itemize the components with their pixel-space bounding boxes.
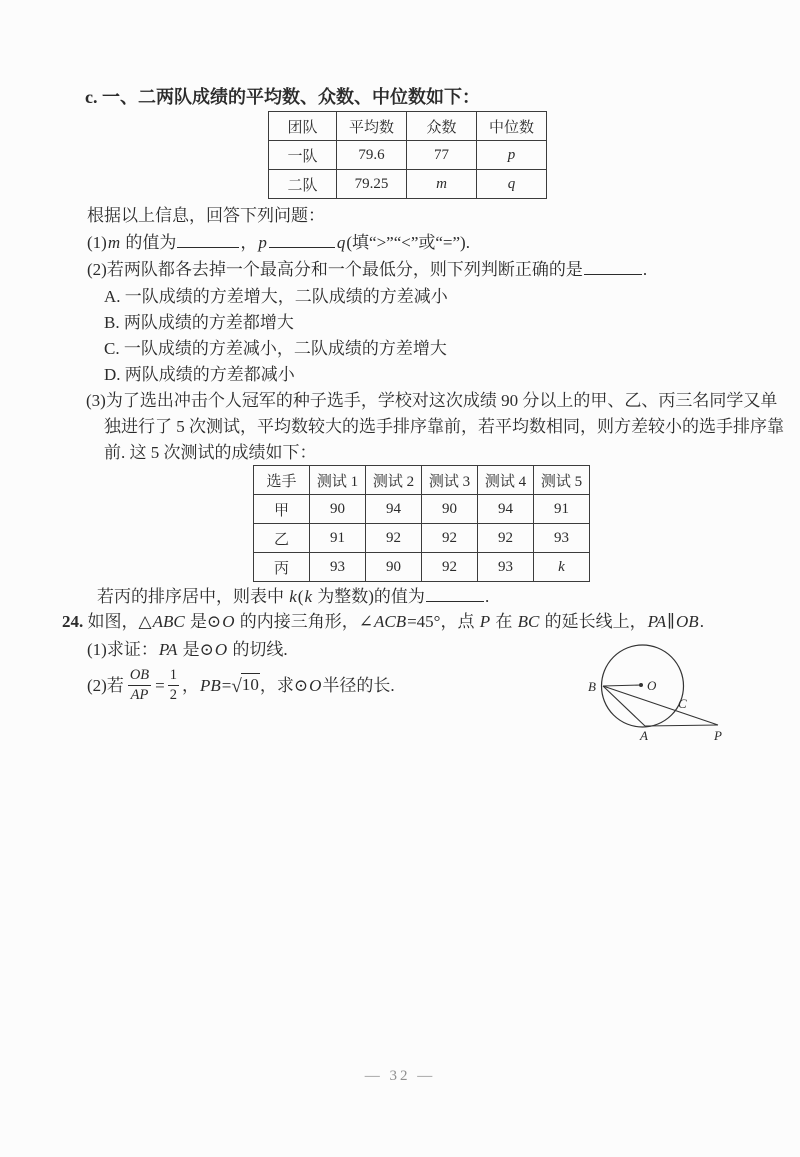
- text-run: PB: [200, 676, 221, 695]
- table-cell: 92: [366, 524, 422, 553]
- text-run: 若丙的排序居中，则表中: [97, 587, 289, 606]
- text-run: O: [309, 676, 322, 695]
- column-header: 测试 2: [366, 466, 422, 495]
- column-header: 测试 5: [534, 466, 590, 495]
- text-run: 是⊙: [178, 640, 214, 659]
- table-cell: 91: [534, 495, 590, 524]
- text-run: 是⊙: [185, 612, 222, 631]
- center-o-dot: [639, 683, 643, 687]
- fraction: $\frac{OB}{AP}$: [129, 666, 150, 703]
- table-row: [254, 524, 590, 553]
- info-line: [87, 205, 325, 227]
- table-cell: 90: [366, 553, 422, 582]
- text-run: .: [699, 612, 704, 631]
- column-header: 众数: [407, 112, 477, 141]
- table-cell: 二队: [269, 170, 337, 199]
- table-cell: 94: [478, 495, 534, 524]
- column-header: 测试 4: [478, 466, 534, 495]
- table-cell: 92: [478, 524, 534, 553]
- text-run: 如图，△: [83, 612, 152, 631]
- table-cell: p: [477, 141, 547, 170]
- text-run: =: [221, 676, 232, 695]
- table-cell: q: [477, 170, 547, 199]
- square-root: √10: [231, 675, 259, 697]
- text-run: c. 一、二两队成绩的平均数、众数、中位数如下：: [85, 87, 480, 107]
- table-cell: 91: [310, 524, 366, 553]
- table-cell: 一队: [269, 141, 337, 170]
- segment-bo: [603, 685, 641, 686]
- text-run: O: [222, 612, 235, 631]
- table-cell: 92: [422, 524, 478, 553]
- text-run: 24.: [62, 612, 84, 631]
- column-header: 测试 3: [422, 466, 478, 495]
- table-cell: m: [407, 170, 477, 199]
- text-run: B. 两队成绩的方差都增大: [104, 313, 294, 332]
- column-header: 平均数: [337, 112, 407, 141]
- text-run: 半径的长.: [322, 676, 395, 695]
- question-3-line-2: [104, 416, 784, 438]
- text-run: .: [642, 260, 648, 279]
- point-label-c: C: [678, 696, 687, 711]
- text-run: .: [484, 587, 490, 606]
- table-row: [254, 495, 590, 524]
- table-cell: 90: [310, 495, 366, 524]
- text-run: ∥: [667, 612, 676, 631]
- point-label-b: B: [588, 679, 596, 694]
- question-24-part2: [87, 668, 395, 704]
- statement-line-c: [85, 85, 480, 109]
- scores-table: [253, 465, 590, 582]
- table-cell: 93: [310, 553, 366, 582]
- text-run: 的切线.: [228, 640, 288, 659]
- table-cell: 94: [366, 495, 422, 524]
- table-row: [269, 141, 547, 170]
- text-run: 独进行了 5 次测试，平均数较大的选手排序靠前，若平均数相同，则方差较小的选手排序靠: [104, 417, 784, 436]
- column-header: 中位数: [477, 112, 547, 141]
- text-run: ，: [182, 676, 200, 695]
- table-cell: 79.6: [337, 141, 407, 170]
- question-24-part1: [87, 639, 288, 661]
- table-cell: 79.25: [337, 170, 407, 199]
- question-1-line: [87, 232, 470, 254]
- text-run: (1): [87, 233, 107, 252]
- table-cell: k: [534, 553, 590, 582]
- stats-table-header-row: [269, 112, 547, 141]
- stats-table: [268, 111, 547, 199]
- text-run: O: [214, 640, 228, 659]
- table-cell: 93: [478, 553, 534, 582]
- text-run: OB: [676, 612, 699, 631]
- text-run: =: [155, 676, 165, 695]
- segment-ba: [603, 686, 645, 726]
- point-label-o: O: [647, 678, 657, 693]
- table-row: [254, 553, 590, 582]
- page-number: — 32 —: [364, 1068, 436, 1084]
- option-a: [104, 286, 448, 308]
- point-label-p: P: [714, 728, 722, 743]
- column-header: 团队: [269, 112, 337, 141]
- text-run: (3)为了选出冲击个人冠军的种子选手，学校对这次成绩 90 分以上的甲、乙、丙三名同学又单: [86, 391, 778, 410]
- table-cell: 90: [422, 495, 478, 524]
- text-run: ACB: [373, 612, 407, 631]
- stats-table-body: [269, 141, 547, 199]
- answer-blank: [426, 586, 484, 602]
- text-run: =45°，点: [407, 612, 479, 631]
- segment-bp-through-c: [603, 686, 718, 725]
- text-run: 的延长线上，: [540, 612, 647, 631]
- text-run: (2)若: [87, 676, 124, 695]
- text-run: k: [289, 587, 297, 606]
- text-run: (2)若两队都各去掉一个最高分和一个最低分，则下列判断正确的是: [87, 260, 583, 279]
- text-run: BC: [517, 612, 540, 631]
- point-label-a: A: [640, 728, 648, 743]
- text-run: ABC: [152, 612, 185, 631]
- table-cell: 乙: [254, 524, 310, 553]
- text-run: q: [336, 233, 346, 252]
- text-run: p: [258, 233, 267, 252]
- scores-table-header-row: [254, 466, 590, 495]
- text-run: A. 一队成绩的方差增大，二队成绩的方差减小: [104, 287, 448, 306]
- text-run: ，: [240, 233, 258, 252]
- option-c: [104, 338, 447, 360]
- text-run: PA: [647, 612, 667, 631]
- table-cell: 77: [407, 141, 477, 170]
- scores-table-body: [254, 495, 590, 582]
- text-run: 的值为: [121, 233, 177, 252]
- answer-blank: [177, 232, 239, 248]
- text-run: (填“>”“<”或“=”).: [346, 233, 470, 252]
- text-run: (1)求证：: [87, 640, 158, 659]
- text-run: P: [479, 612, 491, 631]
- table-cell: 92: [422, 553, 478, 582]
- text-run: 根据以上信息，回答下列问题：: [87, 206, 325, 225]
- column-header: 测试 1: [310, 466, 366, 495]
- text-run: m: [107, 233, 121, 252]
- text-run: 为整数)的值为: [313, 587, 425, 606]
- text-run: 在: [491, 612, 517, 631]
- option-b: [104, 312, 294, 334]
- table-cell: 丙: [254, 553, 310, 582]
- fraction: $\frac{1}{2}$: [169, 666, 178, 703]
- question-3-line-1: [86, 390, 777, 412]
- table-cell: 甲: [254, 495, 310, 524]
- question-2-line: [87, 259, 647, 281]
- text-run: D. 两队成绩的方差都减小: [104, 365, 295, 384]
- answer-blank: [584, 259, 642, 275]
- text-run: ，求⊙: [259, 676, 309, 695]
- text-run: PA: [158, 640, 178, 659]
- answer-blank: [269, 232, 335, 248]
- text-run: 的内接三角形，∠: [235, 612, 373, 631]
- question-k-line: [97, 586, 489, 608]
- circle-diagram: [583, 636, 741, 746]
- column-header: 选手: [254, 466, 310, 495]
- text-run: k: [304, 587, 313, 606]
- table-row: [269, 170, 547, 199]
- question-24-stem: [62, 611, 704, 633]
- text-run: (: [297, 587, 304, 606]
- text-run: 前. 这 5 次测试的成绩如下：: [104, 443, 317, 462]
- question-3-line-3: [104, 442, 317, 464]
- text-run: C. 一队成绩的方差减小，二队成绩的方差增大: [104, 339, 447, 358]
- option-d: [104, 364, 295, 386]
- table-cell: 93: [534, 524, 590, 553]
